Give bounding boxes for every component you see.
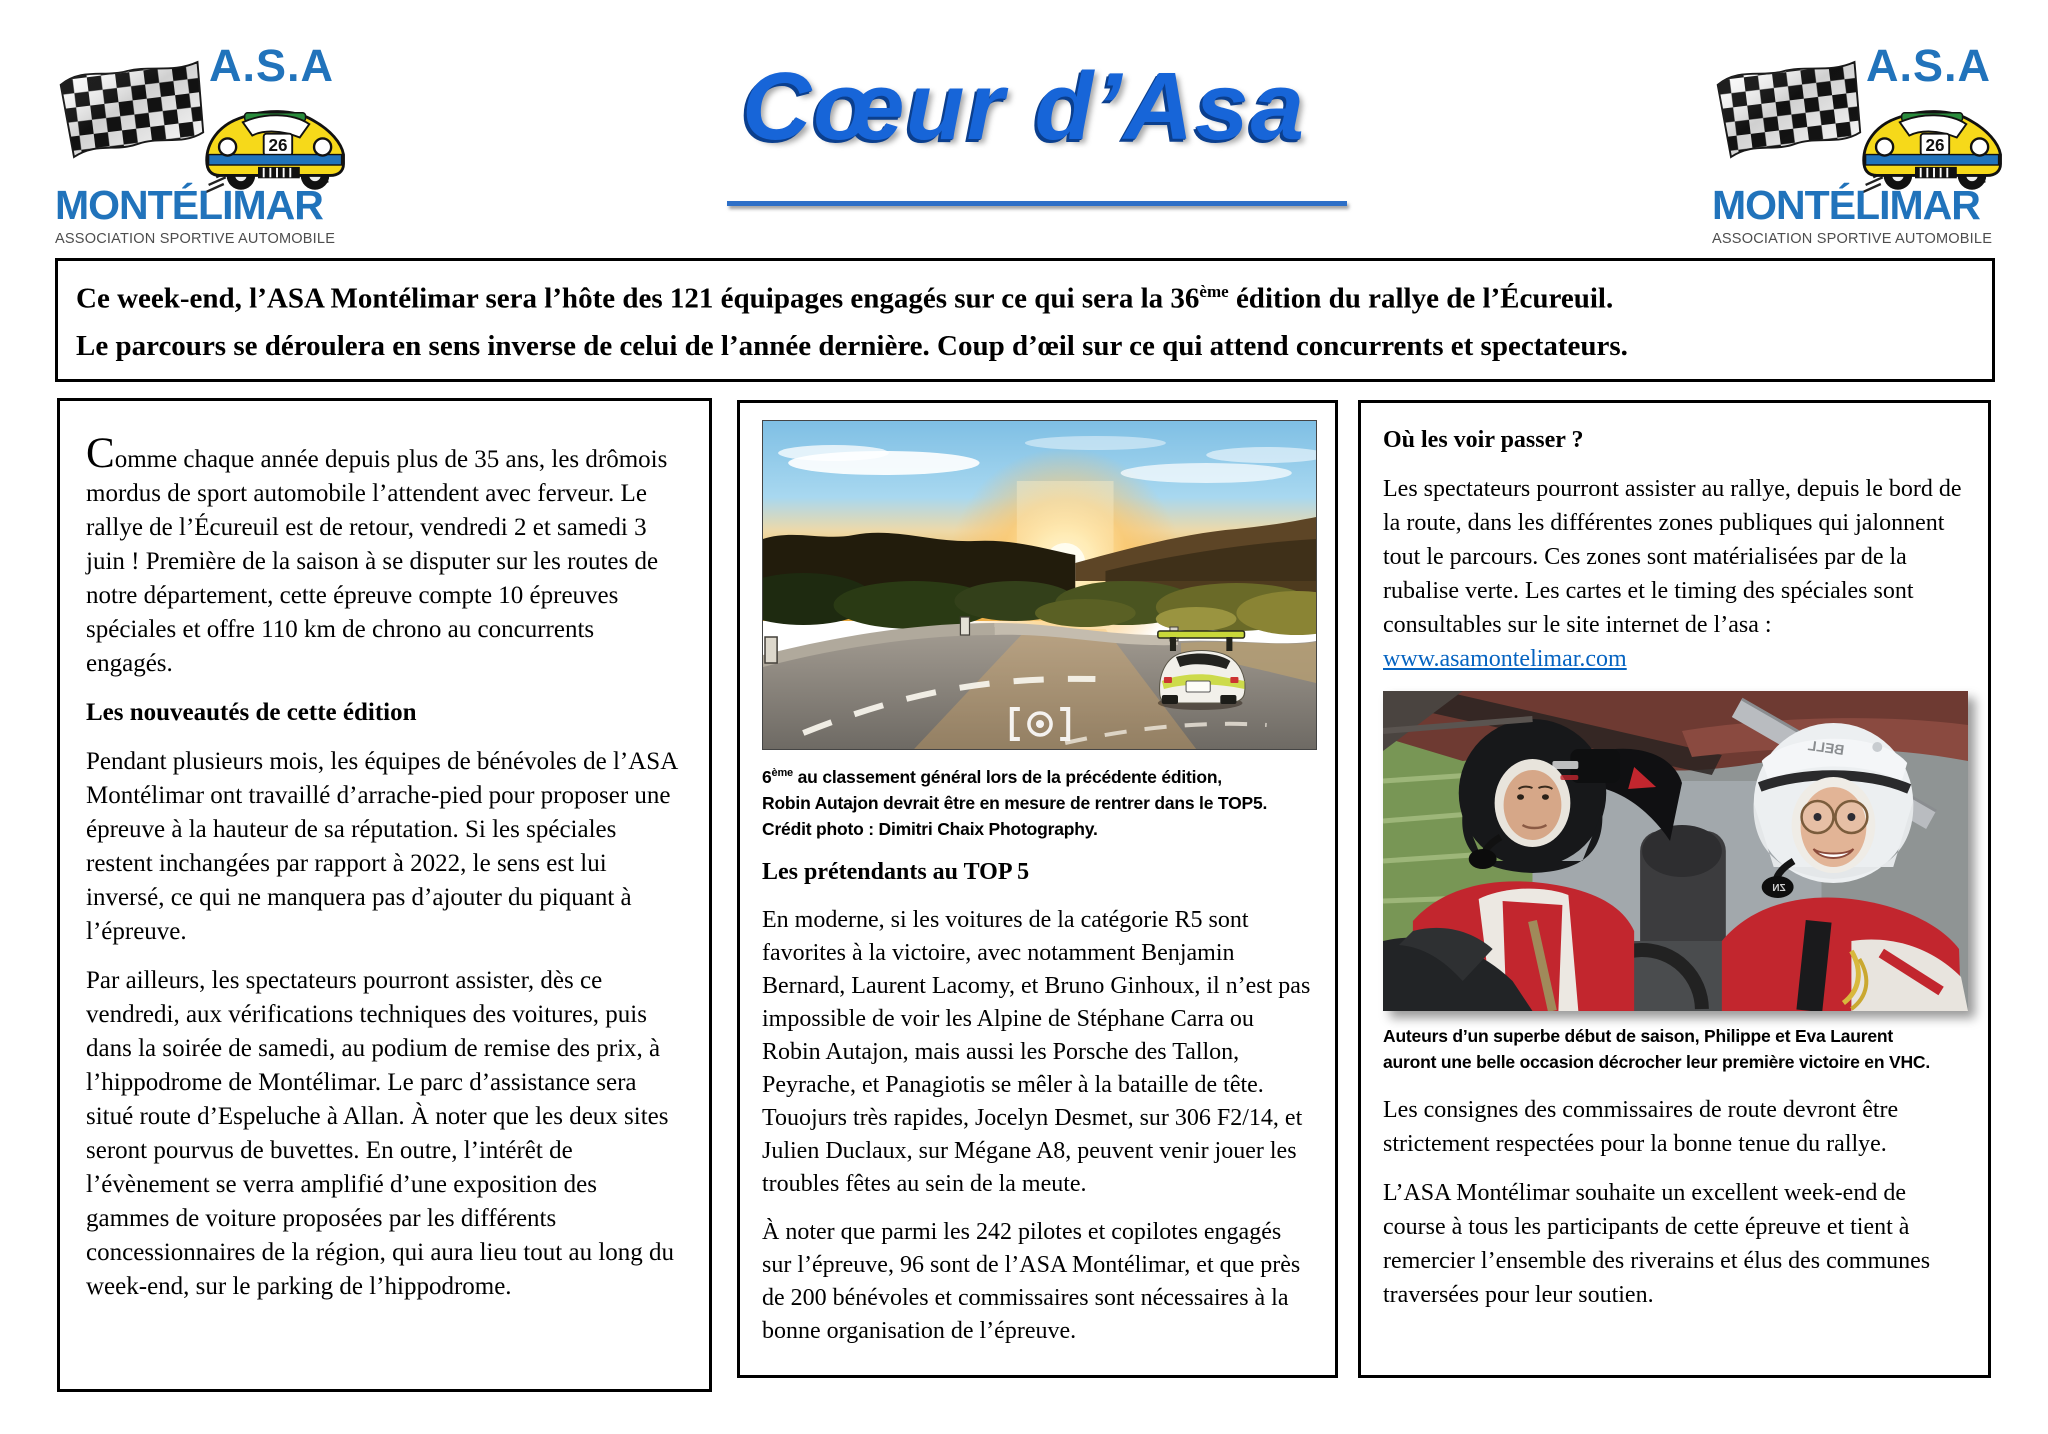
section-heading-ou-les-voir: Où les voir passer ? [1383, 427, 1584, 453]
rally-car-sunset-photo [762, 420, 1317, 750]
paragraph-text: Les spectateurs pourront assister au rallye, depuis le bord de la route, dans les différentes zones publiques qui jalonnent tout le parcours. Ces zones sont matérialisées par de la rubalise verte. Les cartes et le timing des spéciales sont consultables sur le site internet de l’asa : [1383, 476, 1962, 638]
article-paragraph: À noter que parmi les 242 pilotes et copilotes engagés sur l’épreuve, 96 sont de l’ASA Montélimar, et que près de 200 bénévoles et commissaires sont nécessaires à la bonne organisation de l’épreuve. [762, 1218, 1301, 1344]
article-paragraph [1383, 472, 1966, 676]
article-paragraph: Pendant plusieurs mois, les équipes de bénévoles de l’ASA Montélimar ont travaillé d’arrache-pied pour proposer une épreuve à la hauteur de sa réputation. Si les spéciales restent inchangées par rapport à 2022, le sens est lui inversé, ce qui ne manquera pas d’ajouter du piquant à l’épreuve. [86, 748, 677, 945]
logo-city-text: MONTÉLIMAR [1712, 182, 1980, 228]
mic-brand-text: ZN [1772, 882, 1786, 895]
section-heading-nouveautes: Les nouveautés de cette édition [86, 699, 417, 726]
intro-text: édition du rallye de l’Écureuil. [1228, 282, 1614, 315]
article-paragraph [86, 430, 683, 681]
caption-text: 6 [762, 766, 772, 787]
crew-selfie-photo [1383, 691, 1968, 1011]
intro-text: Ce week-end, l’ASA Montélimar sera l’hôte des 121 équipages engagés sur ce qui sera la 36 [76, 282, 1200, 315]
article-paragraph: Les consignes des commissaires de route devront être strictement respectées pour la bonne tenue du rallye. [1383, 1097, 1899, 1157]
logo-subtitle-text: ASSOCIATION SPORTIVE AUTOMOBILE [1712, 230, 1993, 247]
caption-line: Crédit photo : Dimitri Chaix Photography. [762, 818, 1098, 839]
article-paragraph: L’ASA Montélimar souhaite un excellent week-end de course à tous les participants de cette épreuve et tient à remercier l’ensemble des riverains et élus des communes traversées pour leur soutien. [1383, 1180, 1931, 1308]
paragraph-text: omme chaque année depuis plus de 35 ans, les drômois mordus de sport automobile l’attendent avec ferveur. Le rallye de l’Écureuil est de retour, vendredi 2 et samedi 3 juin ! Première de la saison à se disputer sur les routes de notre département, cette épreuve compte 10 épreuves spéciales et offre 110 km de chrono au concurrents engagés. [86, 446, 668, 677]
logo-subtitle-text: ASSOCIATION SPORTIVE AUTOMOBILE [55, 230, 336, 247]
newsletter-title: Cœur d’Asa [741, 53, 1307, 160]
caption-text: au classement général lors de la précédente édition, [792, 766, 1222, 787]
photo-caption-middle [762, 760, 1313, 842]
logo-asa-text: A.S.A [1866, 40, 1992, 91]
section-heading-top5: Les prétendants au TOP 5 [762, 858, 1030, 885]
car-number-text: 26 [268, 135, 288, 155]
article-paragraph: En moderne, si les voitures de la catégorie R5 sont favorites à la victoire, avec notamment Benjamin Bernard, Laurent Lacomy, et Bruno Ginhoux, il n’est pas impossible de voir les Alpine de Stéphane Carra ou Robin Autajon, mais aussi les Porsche des Tallon, Peyrache, et Panagiotis se mêler à la bataille de tête. Touojurs très rapides, Jocelyn Desmet, sur 306 F2/14, et Julien Duclaux, sur Mégane A8, peuvent venir jouer les troubles fêtes au sein de la meute. [762, 906, 1311, 1197]
article-paragraph: Par ailleurs, les spectateurs pourront assister, dès ce vendredi, aux vérifications techniques des voitures, puis dans la soirée de samedi, au podium de remise des prix, à l’hippodrome de Montélimar. Le parc d’assistance sera situé route d’Espeluche à Allan. À noter que les deux sites seront pourvus de buvettes. En outre, l’intérêt de l’évènement se verra amplifié d’une exposition des gammes de voiture proposées par les différents concessionnaires de la région, qui aura lieu tout au long du week-end, sur le parking de l’hippodrome. [86, 967, 675, 1300]
article-box-left [57, 398, 712, 1392]
logo-city-text: MONTÉLIMAR [55, 182, 323, 228]
article-box-middle [737, 400, 1338, 1378]
logo-asa-text: A.S.A [209, 40, 335, 91]
intro-box [55, 258, 1995, 382]
caption-line [762, 760, 1313, 790]
article-box-right [1358, 400, 1991, 1378]
photo-caption-right [1383, 1023, 1966, 1075]
title-underline [727, 201, 1347, 206]
initial-cap: C [86, 430, 115, 477]
caption-line: auront une belle occasion décrocher leur première victoire en VHC. [1383, 1052, 1930, 1072]
intro-superscript: ème [1199, 282, 1229, 301]
caption-line: Robin Autajon devrait être en mesure de rentrer dans le TOP5. [762, 792, 1268, 813]
helmet-brand-text: BELL [1806, 737, 1846, 758]
caption-line: Auteurs d’un superbe début de saison, Philippe et Eva Laurent [1383, 1026, 1893, 1046]
car-number-text: 26 [1925, 135, 1945, 155]
intro-line-2: Le parcours se déroulera en sens inverse de celui de l’année dernière. Coup d’œil sur ce qui attend concurrents et spectateurs. [76, 329, 1628, 362]
caption-superscript: ème [771, 767, 793, 779]
intro-line-1 [76, 268, 1974, 323]
asa-website-link[interactable]: www.asamontelimar.com [1383, 646, 1627, 672]
